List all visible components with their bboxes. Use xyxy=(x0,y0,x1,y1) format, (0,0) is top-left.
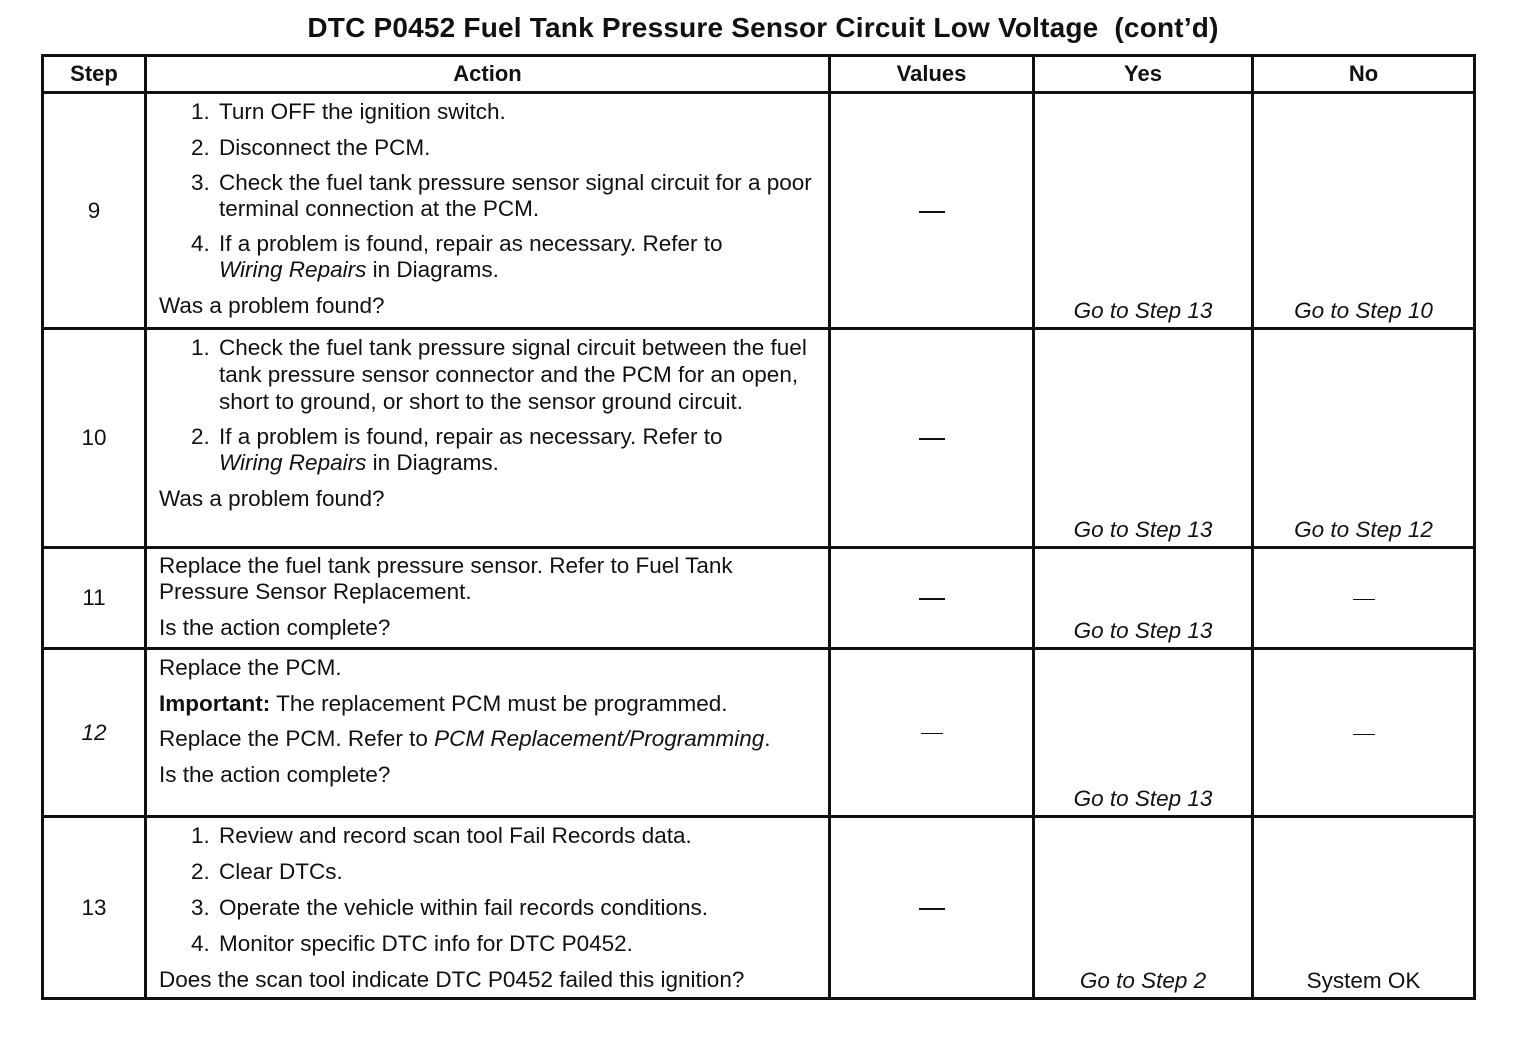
pcm-replacement-ref: PCM Replacement/Programming xyxy=(434,726,765,751)
table-row-step-10 xyxy=(43,329,1475,548)
action-step: 4. Monitor specific DTC info for DTC P0452. xyxy=(216,930,818,957)
action-cell xyxy=(146,817,830,999)
action-text: Replace the fuel tank pressure sensor. Refer to Fuel Tank Pressure Sensor Replacement. xyxy=(159,553,733,604)
ref-tail: in Diagrams. xyxy=(366,257,499,282)
action-cell xyxy=(146,649,830,817)
yes-cell xyxy=(1034,93,1253,329)
no-cell xyxy=(1253,329,1475,548)
dash-mark xyxy=(919,211,945,213)
action-steps-list xyxy=(159,334,818,476)
table-header-row xyxy=(43,56,1475,93)
no-cell xyxy=(1253,817,1475,999)
important-text: The replacement PCM must be programmed. xyxy=(270,691,728,716)
yes-goto: Go to Step 13 xyxy=(1073,517,1213,542)
header-no: No xyxy=(1253,56,1475,93)
action-step-text: If a problem is found, repair as necessary. Refer to xyxy=(219,424,723,449)
no-cell xyxy=(1253,649,1475,817)
values-cell xyxy=(830,548,1034,649)
step-number: 12 xyxy=(43,649,146,817)
action-step: 1. Review and record scan tool Fail Records data. xyxy=(216,822,818,849)
important-note xyxy=(159,690,818,717)
header-action: Action xyxy=(146,56,830,93)
values-cell xyxy=(830,817,1034,999)
action-step-text: If a problem is found, repair as necessary. Refer to xyxy=(219,231,723,256)
dash-mark xyxy=(919,908,945,910)
step-number: 9 xyxy=(43,93,146,329)
yes-goto: Go to Step 2 xyxy=(1079,968,1207,993)
question-text: Is the action complete? xyxy=(159,762,391,787)
table-row-step-13 xyxy=(43,817,1475,999)
page-title: DTC P0452 Fuel Tank Pressure Sensor Circuit Low Voltage (cont’d) xyxy=(307,12,1219,43)
no-result: System OK xyxy=(1306,968,1421,993)
action-step: 1. Check the fuel tank pressure signal circuit between the fuel tank pressure sensor connector and the PCM for an open, short to ground, or short to the sensor ground circuit. xyxy=(216,334,818,415)
dash-mark xyxy=(1353,599,1375,600)
wiring-repairs-ref: Wiring Repairs xyxy=(219,257,367,282)
step-number: 10 xyxy=(43,329,146,548)
dash-mark xyxy=(919,598,945,600)
action-cell xyxy=(146,548,830,649)
yes-cell xyxy=(1034,649,1253,817)
yes-goto: Go to Step 13 xyxy=(1073,786,1213,811)
action-step: 3. Operate the vehicle within fail records conditions. xyxy=(216,894,818,921)
no-cell xyxy=(1253,548,1475,649)
values-cell xyxy=(830,649,1034,817)
table-row-step-12 xyxy=(43,649,1475,817)
no-cell xyxy=(1253,93,1475,329)
no-goto: Go to Step 10 xyxy=(1294,298,1433,323)
yes-cell xyxy=(1034,817,1253,999)
table-row-step-11 xyxy=(43,548,1475,649)
dash-mark xyxy=(921,733,943,734)
action-text xyxy=(159,726,818,752)
header-step: Step xyxy=(43,56,146,93)
action-steps-list xyxy=(159,98,818,283)
question-text: Is the action complete? xyxy=(159,615,391,640)
diagnostic-table xyxy=(41,54,1476,1000)
header-yes: Yes xyxy=(1034,56,1253,93)
action-step: 2. Clear DTCs. xyxy=(216,858,818,885)
question-text: Was a problem found? xyxy=(159,293,385,318)
step-number: 11 xyxy=(43,548,146,649)
action-step: 3. Check the fuel tank pressure sensor signal circuit for a poor terminal connection at the PCM. xyxy=(216,170,818,222)
wiring-repairs-ref: Wiring Repairs xyxy=(219,450,367,475)
action-steps-list xyxy=(159,822,818,957)
action-text: Replace the PCM. xyxy=(159,655,342,680)
ref-tail: in Diagrams. xyxy=(366,450,499,475)
question-text: Does the scan tool indicate DTC P0452 failed this ignition? xyxy=(159,967,745,992)
table-row-step-9 xyxy=(43,93,1475,329)
step-number: 13 xyxy=(43,817,146,999)
values-cell xyxy=(830,93,1034,329)
action-text-pre: Replace the PCM. Refer to xyxy=(159,726,435,751)
action-step: 1. Turn OFF the ignition switch. xyxy=(216,98,818,125)
values-cell xyxy=(830,329,1034,548)
dash-mark xyxy=(919,438,945,440)
action-text-post: . xyxy=(764,726,771,751)
header-values: Values xyxy=(830,56,1034,93)
action-step: 2. Disconnect the PCM. xyxy=(216,134,818,161)
dash-mark xyxy=(1353,734,1375,735)
yes-cell xyxy=(1034,548,1253,649)
action-cell xyxy=(146,93,830,329)
no-goto: Go to Step 12 xyxy=(1294,517,1433,542)
action-step xyxy=(216,424,818,476)
action-step xyxy=(216,231,818,283)
question-text: Was a problem found? xyxy=(159,486,385,511)
action-cell xyxy=(146,329,830,548)
yes-cell xyxy=(1034,329,1253,548)
important-label: Important: xyxy=(159,691,271,716)
yes-goto: Go to Step 13 xyxy=(1073,618,1213,643)
yes-goto: Go to Step 13 xyxy=(1073,298,1213,323)
